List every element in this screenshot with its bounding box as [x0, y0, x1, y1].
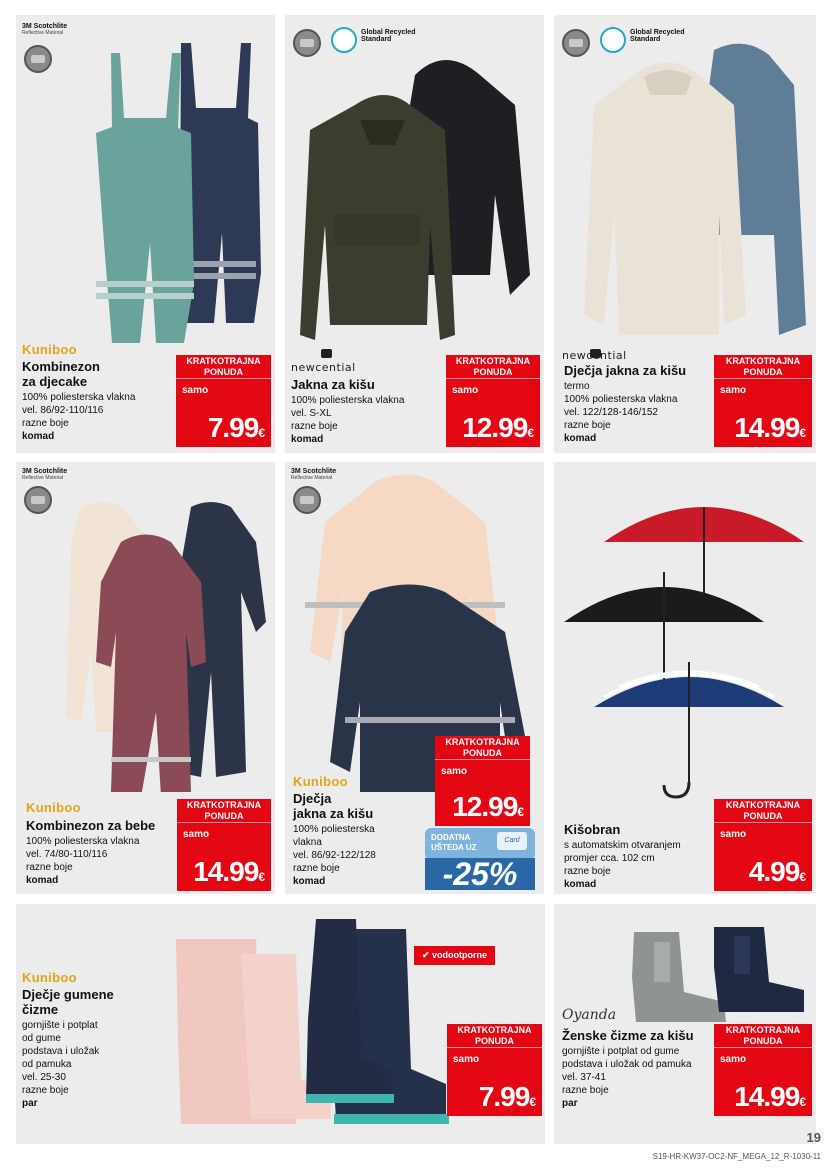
samo-label: samo	[182, 385, 209, 396]
price-tag	[714, 1024, 812, 1116]
scotchlite-logo: 3M Scotchlite Reflective Material	[291, 468, 337, 481]
kuniboo-brand-logo: Kuniboo	[22, 342, 77, 357]
oyanda-brand-logo: Oyanda	[562, 1007, 617, 1023]
product-card-djecje-gumene-cizme[interactable]	[16, 904, 545, 1144]
product-description: s automatskim otvaranjem promjer cca. 102 cm razne boje komad	[564, 840, 681, 890]
price-value: 14.99€	[193, 856, 265, 887]
catalog-code: S19-HR-KW37-OC2-NF_MEGA_12_R-1030-11	[652, 1152, 821, 1161]
baby-rainsuit-image	[41, 492, 271, 792]
samo-label: samo	[453, 1054, 480, 1065]
kuniboo-brand-logo: Kuniboo	[22, 970, 77, 985]
flash-offer-label: KRATKOTRAJNA PONUDA	[446, 355, 540, 379]
womens-rain-boots-image	[614, 922, 809, 1032]
extra-savings-label: DODATNA UŠTEDA UZ	[425, 828, 535, 860]
price-tag	[176, 355, 271, 447]
product-card-kombinezon-za-bebe[interactable]	[16, 462, 275, 894]
product-card-kisobran[interactable]	[554, 462, 816, 894]
scotchlite-logo: 3M Scotchlite Reflective Material	[22, 23, 68, 36]
samo-label: samo	[452, 385, 479, 396]
product-description: gornjište i potplat od gume podstava i uložak od pamuka vel. 25-30 razne boje par	[22, 1020, 100, 1109]
price-value: 7.99€	[207, 412, 265, 443]
kuniboo-brand-logo: Kuniboo	[26, 800, 81, 815]
price-tag	[714, 799, 812, 891]
price-tag	[435, 736, 530, 826]
product-card-kombinezon-djecake[interactable]	[16, 15, 275, 453]
product-title: Ženske čizme za kišu	[562, 1028, 694, 1043]
product-title: Dječje gumene čizme	[22, 987, 114, 1017]
discount-percent: -25%	[425, 858, 535, 890]
product-title: Kombinezon za bebe	[26, 818, 156, 833]
product-title: Kišobran	[564, 822, 621, 837]
product-description: termo 100% poliesterska vlakna vel. 122/128-146/152 razne boje komad	[564, 381, 678, 444]
waterproof-badge: ✔ vodootporne	[414, 946, 495, 965]
product-description: gornjište i potplat od gume podstava i uložak od pamuka vel. 37-41 razne boje par	[562, 1046, 692, 1109]
price-value: 14.99€	[734, 1081, 806, 1112]
loyalty-card-discount	[425, 828, 537, 892]
newcential-brand-logo: newcential	[562, 349, 627, 362]
scotchlite-logo: 3M Scotchlite Reflective Material	[22, 468, 68, 481]
flash-offer-label: KRATKOTRAJNA PONUDA	[435, 736, 530, 760]
price-value: 14.99€	[734, 412, 806, 443]
price-value: 12.99€	[452, 791, 524, 822]
umbrellas-image	[564, 492, 804, 802]
samo-label: samo	[720, 1054, 747, 1065]
product-title: Dječja jakna za kišu	[293, 791, 374, 821]
product-title: Kombinezon za djecake	[22, 359, 100, 389]
grs-label: Global Recycled Standard	[630, 29, 685, 44]
price-value: 4.99€	[748, 856, 806, 887]
flash-offer-label: KRATKOTRAJNA PONUDA	[714, 355, 812, 379]
price-tag	[714, 355, 812, 447]
product-card-djecja-jakna-za-kisu[interactable]	[554, 15, 816, 453]
kids-rain-boots-image	[156, 919, 456, 1139]
price-tag	[177, 799, 271, 891]
price-value: 12.99€	[462, 412, 534, 443]
rain-jacket-image	[295, 45, 535, 345]
price-tag	[447, 1024, 542, 1116]
product-card-zenske-cizme[interactable]	[554, 904, 816, 1144]
grs-label: Global Recycled Standard	[361, 29, 416, 44]
product-title: Jakna za kišu	[291, 377, 375, 392]
product-description: 100% poliesterska vlakna vel. S-XL razne boje komad	[291, 395, 405, 445]
product-title: Dječja jakna za kišu	[564, 363, 687, 378]
newcential-brand-logo: newcential	[291, 361, 356, 374]
flash-offer-label: KRATKOTRAJNA PONUDA	[447, 1024, 542, 1048]
samo-label: samo	[183, 829, 210, 840]
samo-label: samo	[441, 766, 468, 777]
samo-label: samo	[720, 385, 747, 396]
product-description: 100% poliesterska vlakna vel. 74/80-110/116 razne boje komad	[26, 836, 140, 886]
product-card-jakna-za-kisu[interactable]	[285, 15, 544, 453]
flash-offer-label: KRATKOTRAJNA PONUDA	[177, 799, 271, 823]
kuniboo-brand-logo: Kuniboo	[293, 774, 348, 789]
flash-offer-label: KRATKOTRAJNA PONUDA	[176, 355, 271, 379]
product-description: 100% poliesterska vlakna vel. 86/92-122/128 razne boje komad	[293, 824, 376, 887]
product-description: 100% poliesterska vlakna vel. 86/92-110/116 razne boje komad	[22, 392, 136, 442]
kids-rain-coat-image	[574, 35, 809, 345]
price-tag	[446, 355, 540, 447]
price-value: 7.99€	[478, 1081, 536, 1112]
flash-offer-label: KRATKOTRAJNA PONUDA	[714, 799, 812, 823]
newcential-icon	[321, 349, 332, 358]
nature-badge-icon	[24, 45, 52, 73]
product-card-djecja-jakna-kuniboo[interactable]	[285, 462, 544, 894]
flash-offer-label: KRATKOTRAJNA PONUDA	[714, 1024, 812, 1048]
samo-label: samo	[720, 829, 747, 840]
loyalty-card-icon: Card	[497, 832, 527, 850]
rain-overalls-image	[76, 23, 266, 353]
page-number: 19	[806, 1130, 821, 1145]
